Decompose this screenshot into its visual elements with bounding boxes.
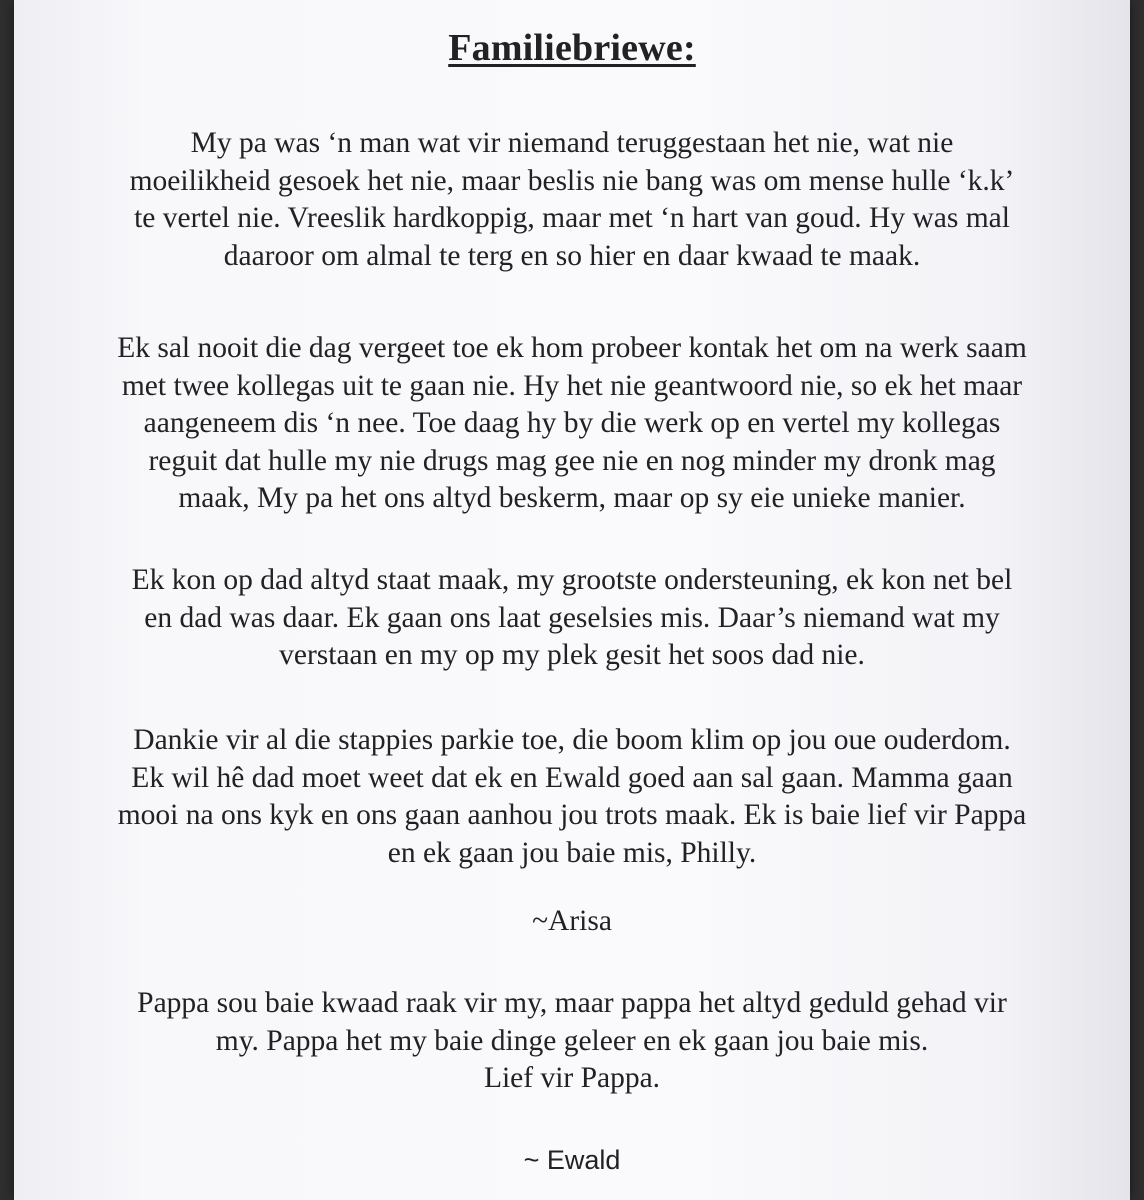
signature-arisa: ~Arisa [532,905,612,937]
text-line: te vertel nie. Vreeslik hardkoppig, maar met ‘n hart van goud. Hy was mal [134,202,1010,234]
paragraph-4 [14,722,1130,872]
letter-page [14,0,1130,1200]
text-line: en ek gaan jou baie mis, Philly. [387,836,757,869]
text-line: Ek sal nooit die dag vergeet toe ek hom probeer kontak het om na werk saam [117,332,1027,364]
text-line: verstaan en my op my plek gesit het soos dad nie. [279,639,865,671]
text-line: My pa was ‘n man wat vir niemand teruggestaan het nie, wat nie [190,127,954,159]
text-line: Lief vir Pappa. [483,1062,661,1094]
text-line: maak, My pa het ons altyd beskerm, maar op sy eie unieke manier. [178,482,966,514]
text-line: my. Pappa het my baie dinge geleer en ek gaan jou baie mis. [215,1024,929,1057]
text-line: en dad was daar. Ek gaan ons laat geselsies mis. Daar’s niemand wat my [144,601,1000,634]
text-line: met twee kollegas uit te gaan nie. Hy het nie geantwoord nie, so ek het maar [121,369,1023,402]
text-line: reguit dat hulle my nie drugs mag gee nie en nog minder my dronk mag [148,444,996,477]
paragraph-5 [14,985,1130,1098]
signature-ewald: ~ Ewald [523,1145,621,1175]
text-line: Ek kon op dad altyd staat maak, my grootste ondersteuning, ek kon net bel [131,564,1013,596]
text-line: aangeneem dis ‘n nee. Toe daag hy by die werk op en vertel my kollegas [143,407,1001,439]
text-line: Pappa sou baie kwaad raak vir my, maar pappa het altyd geduld gehad vir [137,987,1007,1019]
paragraph-1 [14,125,1130,275]
paragraph-3 [14,562,1130,675]
text-line: moeilikheid gesoek het nie, maar beslis nie bang was om mense hulle ‘k.k’ [129,164,1015,197]
text-line: daaroor om almal te terg en so hier en daar kwaad te maak. [223,239,921,272]
text-line: Ek wil hê dad moet weet dat ek en Ewald goed aan sal gaan. Mamma gaan [131,761,1013,794]
text-line: Dankie vir al die stappies parkie toe, die boom klim op jou oue ouderdom. [133,724,1011,756]
paragraph-2 [14,330,1130,518]
page-title: Familiebriewe: [448,27,696,69]
text-line: mooi na ons kyk en ons gaan aanhou jou trots maak. Ek is baie lief vir Pappa [117,799,1027,831]
